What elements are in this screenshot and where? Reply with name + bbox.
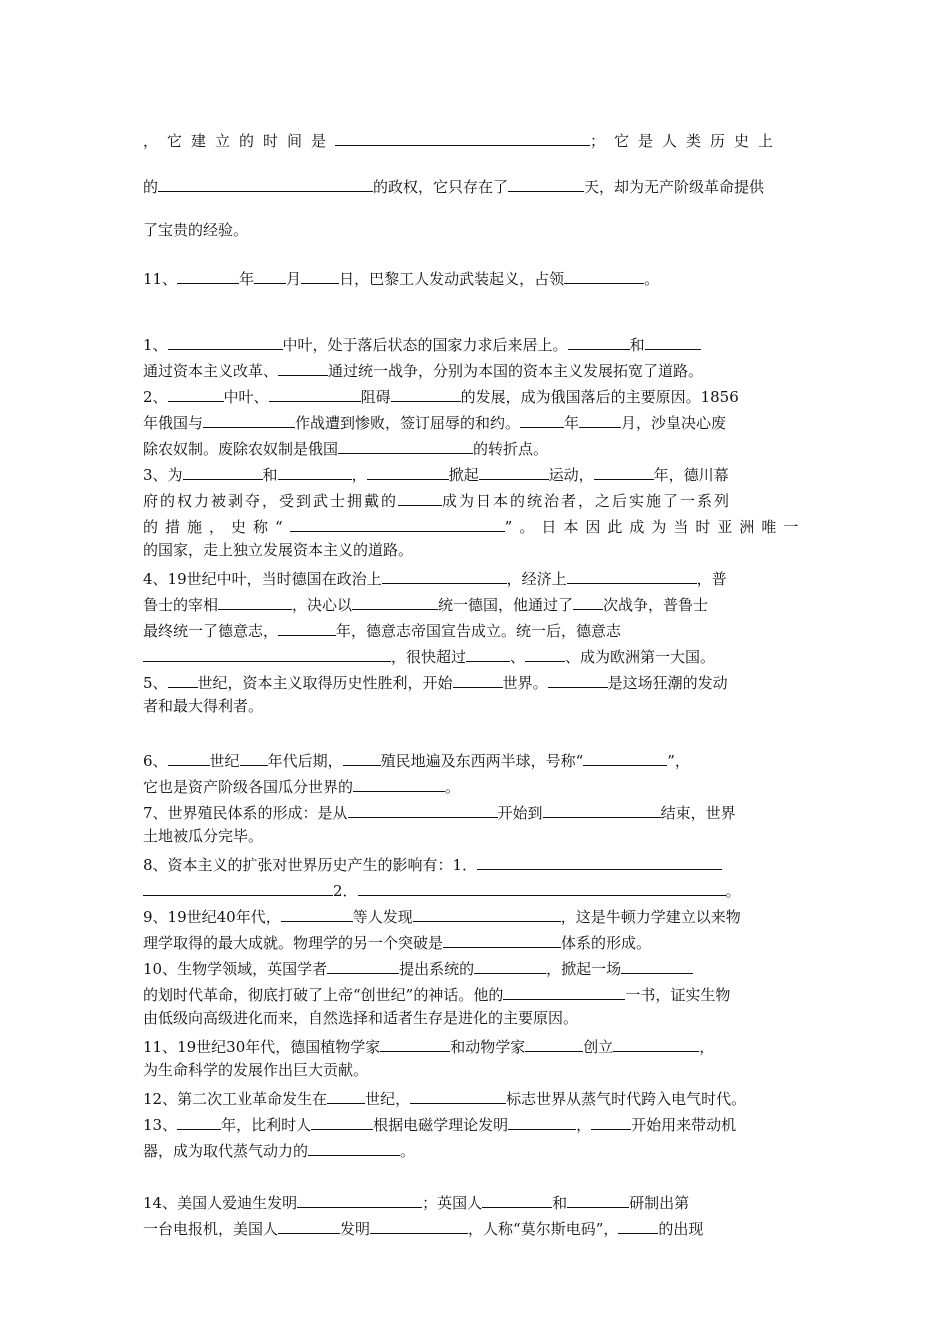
q14-line-1: 14、美国人爱迪生发明 ；英国人 和 研制出第: [143, 1190, 807, 1216]
blank[interactable]: [520, 410, 564, 428]
blank[interactable]: [335, 128, 590, 146]
blank[interactable]: [645, 332, 701, 350]
blank[interactable]: [367, 462, 449, 480]
blank[interactable]: [525, 1034, 583, 1052]
blank[interactable]: [564, 266, 644, 284]
q6-line-1: 6、 世纪 年代后期， 殖民地遍及东西两半球，号称“ ”，: [143, 748, 807, 774]
q3-line-1: 3、为 和 ， 掀起 运动， 年，德川幕: [143, 462, 807, 488]
blank[interactable]: [352, 592, 438, 610]
blank[interactable]: [177, 1112, 221, 1130]
blank[interactable]: [591, 1112, 631, 1130]
text-line: 的 的政权，它只存在了 天，却为无产阶级革命提供: [143, 174, 807, 220]
blank[interactable]: [466, 644, 510, 662]
text-line: 了宝贵的经验。: [143, 221, 249, 239]
blank[interactable]: [158, 174, 373, 192]
q9-line-1: 9、19世纪40年代， 等人发现 ，这是牛顿力学建立以来物: [143, 904, 807, 930]
blank[interactable]: [583, 748, 667, 766]
q11-line-2: 为生命科学的发展作出巨大贡献。: [143, 1061, 369, 1079]
blank[interactable]: [567, 1190, 629, 1208]
question-list: [143, 332, 807, 1242]
q1-line-2: 通过资本主义改革、 通过统一战争，分别为本国的资本主义发展拓宽了道路。: [143, 358, 807, 384]
blank[interactable]: [278, 618, 336, 636]
blank[interactable]: [479, 462, 549, 480]
blank[interactable]: [543, 800, 661, 818]
blank[interactable]: [594, 462, 654, 480]
text-line: 11、 年 月 日，巴黎工人发动武装起义，占领 。: [143, 266, 807, 312]
blank[interactable]: [370, 1216, 468, 1234]
blank[interactable]: [183, 462, 263, 480]
q2-line-1: 2、 中叶、 阻碍 的发展，成为俄国落后的主要原因。1856: [143, 384, 807, 410]
blank[interactable]: [398, 488, 442, 506]
blank[interactable]: [548, 670, 608, 688]
q13-line-1: 13、 年，比利时人 根据电磁学理论发明 ， 开始用来带动机: [143, 1112, 807, 1138]
blank[interactable]: [281, 904, 353, 922]
blank[interactable]: [168, 332, 283, 350]
q3-line-3: 的措施，史称“ ”。日本因此成为当时亚洲唯一: [143, 514, 807, 540]
q6-line-2: 它也是资产阶级各国瓜分世界的 。: [143, 774, 807, 800]
blank[interactable]: [177, 266, 239, 284]
q12-line-1: 12、第二次工业革命发生在 世纪， 标志世界从蒸气时代跨入电气时代。: [143, 1086, 807, 1112]
blank[interactable]: [218, 592, 292, 610]
blank[interactable]: [621, 956, 693, 974]
q4-line-2: 鲁士的宰相 ，决心以 统一德国，他通过了 次战争，普鲁士: [143, 592, 807, 618]
blank[interactable]: [311, 1112, 373, 1130]
blank[interactable]: [343, 748, 381, 766]
blank[interactable]: [482, 1190, 552, 1208]
blank[interactable]: [453, 670, 503, 688]
q9-line-2: 理学取得的最大成就。物理学的另一个突破是 体系的形成。: [143, 930, 807, 956]
blank[interactable]: [168, 384, 224, 402]
blank[interactable]: [618, 1216, 658, 1234]
blank[interactable]: [308, 1138, 400, 1156]
blank[interactable]: [203, 410, 295, 428]
blank[interactable]: [579, 410, 621, 428]
blank[interactable]: [338, 436, 473, 454]
blank[interactable]: [297, 1190, 422, 1208]
blank[interactable]: [278, 462, 352, 480]
blank[interactable]: [525, 644, 565, 662]
q3-line-4: 的国家，走上独立发展资本主义的道路。: [143, 541, 414, 559]
q7-line-2: 土地被瓜分完毕。: [143, 827, 264, 845]
blank[interactable]: [474, 956, 546, 974]
blank[interactable]: [410, 1086, 506, 1104]
q10-line-1: 10、生物学领域，英国学者 提出系统的 ，掀起一场: [143, 956, 807, 982]
blank[interactable]: [413, 904, 561, 922]
blank[interactable]: [143, 878, 333, 896]
blank[interactable]: [382, 566, 507, 584]
blank[interactable]: [269, 384, 361, 402]
blank[interactable]: [327, 956, 399, 974]
paris-commune-question: [143, 128, 807, 312]
q8-line-1: 8、资本主义的扩张对世界历史产生的影响有：1．: [143, 852, 807, 878]
q8-line-2: 2． 。: [143, 878, 807, 904]
q4-line-1: 4、19世纪中叶，当时德国在政治上 ，经济上 ，普: [143, 566, 807, 592]
q5-line-2: 者和最大得利者。: [143, 697, 264, 715]
text-line: ，它建立的时间是 ；它是人类历史上: [143, 128, 807, 174]
blank[interactable]: [443, 930, 561, 948]
blank[interactable]: [508, 1112, 576, 1130]
blank[interactable]: [143, 644, 391, 662]
blank[interactable]: [327, 1086, 365, 1104]
blank[interactable]: [348, 800, 498, 818]
blank[interactable]: [168, 670, 198, 688]
q2-line-3: 除农奴制。废除农奴制是俄国 的转折点。: [143, 436, 807, 462]
blank[interactable]: [477, 852, 722, 870]
q13-line-2: 器，成为取代蒸气动力的 。: [143, 1138, 807, 1164]
blank[interactable]: [290, 514, 505, 532]
blank[interactable]: [573, 592, 603, 610]
q14-line-2: 一台电报机，美国人 发明 ，人称“莫尔斯电码”， 的出现: [143, 1216, 807, 1242]
blank[interactable]: [508, 174, 584, 192]
blank[interactable]: [240, 748, 268, 766]
blank[interactable]: [254, 266, 286, 284]
blank[interactable]: [568, 332, 630, 350]
q1-line-1: 1、 中叶，处于落后状态的国家力求后来居上。 和: [143, 332, 807, 358]
blank[interactable]: [301, 266, 339, 284]
blank[interactable]: [358, 878, 726, 896]
q5-line-1: 5、 世纪，资本主义取得历史性胜利，开始 世界。 是这场狂潮的发动: [143, 670, 807, 696]
blank[interactable]: [391, 384, 461, 402]
q4-line-3: 最终统一了德意志， 年，德意志帝国宣告成立。统一后，德意志: [143, 618, 807, 644]
q10-line-3: 由低级向高级进化而来，自然选择和适者生存是进化的主要原因。: [143, 1009, 579, 1027]
q3-line-2: 府的权力被剥夺，受到武士拥戴的 成为日本的统治者，之后实施了一系列: [143, 488, 807, 514]
blank[interactable]: [353, 774, 445, 792]
q7-line-1: 7、世界殖民体系的形成：是从 开始到 结束，世界: [143, 800, 807, 826]
blank[interactable]: [613, 1034, 699, 1052]
blank[interactable]: [503, 982, 625, 1000]
blank[interactable]: [168, 748, 210, 766]
blank[interactable]: [380, 1034, 450, 1052]
blank[interactable]: [278, 1216, 340, 1234]
q4-line-4: ，很快超过 、 、成为欧洲第一大国。: [143, 644, 807, 670]
q11-line-1: 11、19世纪30年代，德国植物学家 和动物学家 创立 ，: [143, 1034, 807, 1060]
q10-line-2: 的划时代革命，彻底打破了上帝“创世纪”的神话。他的 一书，证实生物: [143, 982, 807, 1008]
q2-line-2: 年俄国与 作战遭到惨败，签订屈辱的和约。 年 月，沙皇决心废: [143, 410, 807, 436]
blank[interactable]: [567, 566, 697, 584]
blank[interactable]: [278, 358, 328, 376]
